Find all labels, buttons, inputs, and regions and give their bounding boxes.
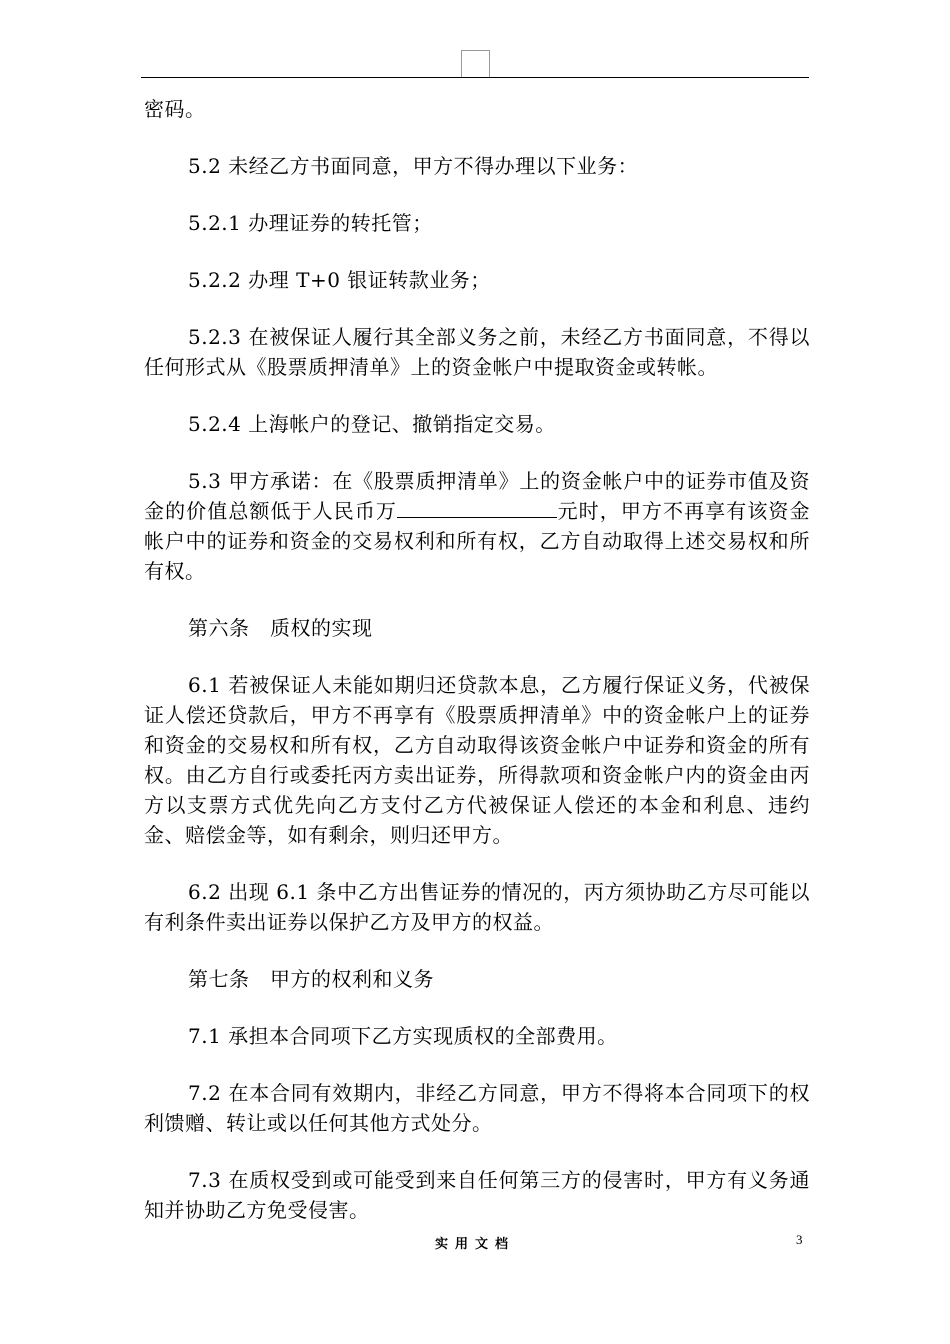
clause-5-2: 5.2 未经乙方书面同意，甲方不得办理以下业务： <box>188 154 639 178</box>
header-rule <box>141 77 809 78</box>
clause-5-2-2: 5.2.2 办理 T+0 银证转款业务； <box>188 268 491 292</box>
header-tab <box>461 50 490 78</box>
amount-blank-line <box>397 499 557 518</box>
paragraph-continued: 密码。 <box>144 97 206 121</box>
article-6-heading: 第六条 质权的实现 <box>188 616 373 640</box>
clause-7-3: 7.3 在质权受到或可能受到来自任何第三方的侵害时，甲方有义务通知并协助乙方免受侵害。 <box>144 1168 810 1222</box>
clause-5-3 <box>144 466 810 586</box>
clause-6-2: 6.2 出现 6.1 条中乙方出售证券的情况的，丙方须协助乙方尽可能以有利条件卖出证券以保护乙方及甲方的权益。 <box>144 880 810 934</box>
clause-7-1: 7.1 承担本合同项下乙方实现质权的全部费用。 <box>188 1024 618 1048</box>
clause-5-3-before: 5.3 甲方承诺：在《股票质押清单》上的资金帐户中的证券市值及资金的价值总额低于人民币万 <box>144 469 810 523</box>
article-7-heading: 第七条 甲方的权利和义务 <box>188 967 434 991</box>
footer-label: 实用文档 <box>434 1237 515 1252</box>
clause-7-2: 7.2 在本合同有效期内，非经乙方同意，甲方不得将本合同项下的权利馈赠、转让或以任何其他方式处分。 <box>144 1081 810 1135</box>
clause-5-2-1: 5.2.1 办理证券的转托管； <box>188 211 433 235</box>
document-body <box>144 94 810 1252</box>
clause-5-2-3: 5.2.3 在被保证人履行其全部义务之前，未经乙方书面同意，不得以任何形式从《股票质押清单》上的资金帐户中提取资金或转帐。 <box>144 325 810 379</box>
page-number: 3 <box>796 1232 803 1247</box>
clause-5-3-after: 元时，甲方不再享有该资金帐户中的证券和资金的交易权利和所有权，乙方自动取得上述交易权和所有权。 <box>144 499 810 583</box>
clause-6-1: 6.1 若被保证人未能如期归还贷款本息，乙方履行保证义务，代被保证人偿还贷款后，甲方不再享有《股票质押清单》中的资金帐户上的证券和资金的交易权和所有权，乙方自动取得该资金帐户中证券和资金的所有权。由乙方自行或委托丙方卖出证券，所得款项和资金帐户内的资金由丙方以支票方式优先向乙方支付乙方代被保证人偿还的本金和利息、违约金、赔偿金等，如有剩余，则归还甲方。 <box>144 673 810 847</box>
clause-5-2-4: 5.2.4 上海帐户的登记、撤销指定交易。 <box>188 412 556 436</box>
